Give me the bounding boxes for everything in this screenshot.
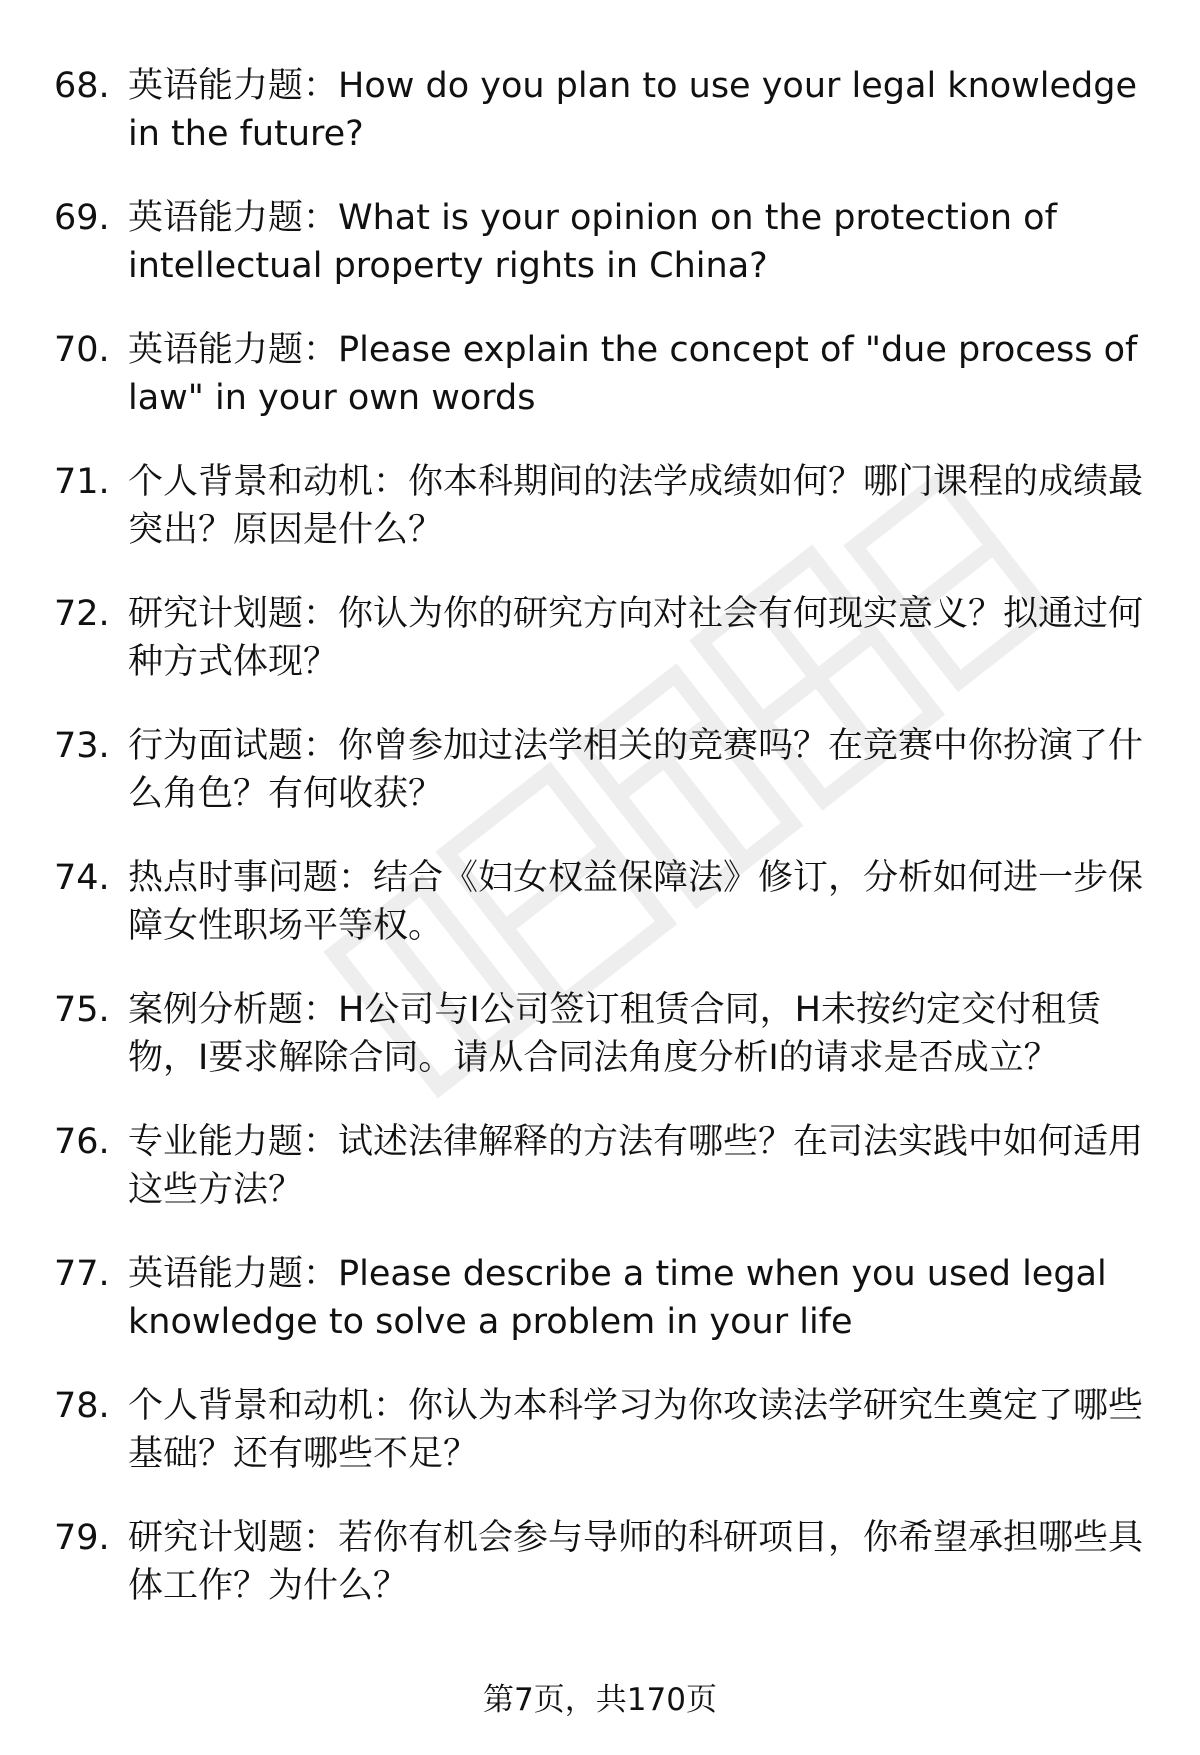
question-item bbox=[54, 1250, 1144, 1382]
question-text: 热点时事问题：结合《妇女权益保障法》修订，分析如何进一步保障女性职场平等权。 bbox=[128, 858, 1144, 946]
question-item bbox=[54, 1514, 1144, 1646]
question-item bbox=[54, 62, 1144, 194]
question-number: 76. bbox=[54, 1122, 110, 1162]
question-item bbox=[54, 1382, 1144, 1514]
question-item bbox=[54, 722, 1144, 854]
page-footer bbox=[0, 1680, 1200, 1720]
question-number: 71. bbox=[54, 462, 110, 502]
page-number-label: 第7页，共170页 bbox=[483, 1682, 717, 1718]
question-item bbox=[54, 590, 1144, 722]
question-item bbox=[54, 1118, 1144, 1250]
question-text: 英语能力题：Please explain the concept of "due process of law" in your own words bbox=[128, 330, 1138, 418]
question-item bbox=[54, 458, 1144, 590]
question-text: 英语能力题：What is your opinion on the protection of intellectual property rights in China? bbox=[128, 198, 1057, 286]
question-text: 研究计划题：你认为你的研究方向对社会有何现实意义？拟通过何种方式体现？ bbox=[128, 594, 1144, 682]
question-number: 72. bbox=[54, 594, 110, 634]
question-text: 个人背景和动机：你认为本科学习为你攻读法学研究生奠定了哪些基础？还有哪些不足？ bbox=[128, 1386, 1144, 1474]
question-item bbox=[54, 326, 1144, 458]
question-number: 74. bbox=[54, 858, 110, 898]
question-item bbox=[54, 986, 1144, 1118]
question-number: 79. bbox=[54, 1518, 110, 1558]
question-number: 68. bbox=[54, 66, 110, 106]
question-number: 78. bbox=[54, 1386, 110, 1426]
question-item bbox=[54, 854, 1144, 986]
question-list bbox=[54, 62, 1144, 1646]
question-text: 研究计划题：若你有机会参与导师的科研项目，你希望承担哪些具体工作？为什么？ bbox=[128, 1518, 1144, 1606]
question-text: 个人背景和动机：你本科期间的法学成绩如何？哪门课程的成绩最突出？原因是什么？ bbox=[128, 462, 1144, 550]
question-item bbox=[54, 194, 1144, 326]
question-number: 70. bbox=[54, 330, 110, 370]
question-text: 专业能力题：试述法律解释的方法有哪些？在司法实践中如何适用这些方法？ bbox=[128, 1122, 1144, 1210]
question-text: 行为面试题：你曾参加过法学相关的竞赛吗？在竞赛中你扮演了什么角色？有何收获？ bbox=[128, 726, 1144, 814]
question-text: 案例分析题：H公司与I公司签订租赁合同，H未按约定交付租赁物，I要求解除合同。请从合同法角度分析I的请求是否成立？ bbox=[128, 990, 1101, 1078]
question-number: 77. bbox=[54, 1254, 110, 1294]
question-text: 英语能力题：Please describe a time when you used legal knowledge to solve a problem in your life bbox=[128, 1254, 1107, 1342]
question-text: 英语能力题：How do you plan to use your legal knowledge in the future? bbox=[128, 66, 1138, 154]
question-number: 69. bbox=[54, 198, 110, 238]
question-number: 73. bbox=[54, 726, 110, 766]
question-number: 75. bbox=[54, 990, 110, 1030]
